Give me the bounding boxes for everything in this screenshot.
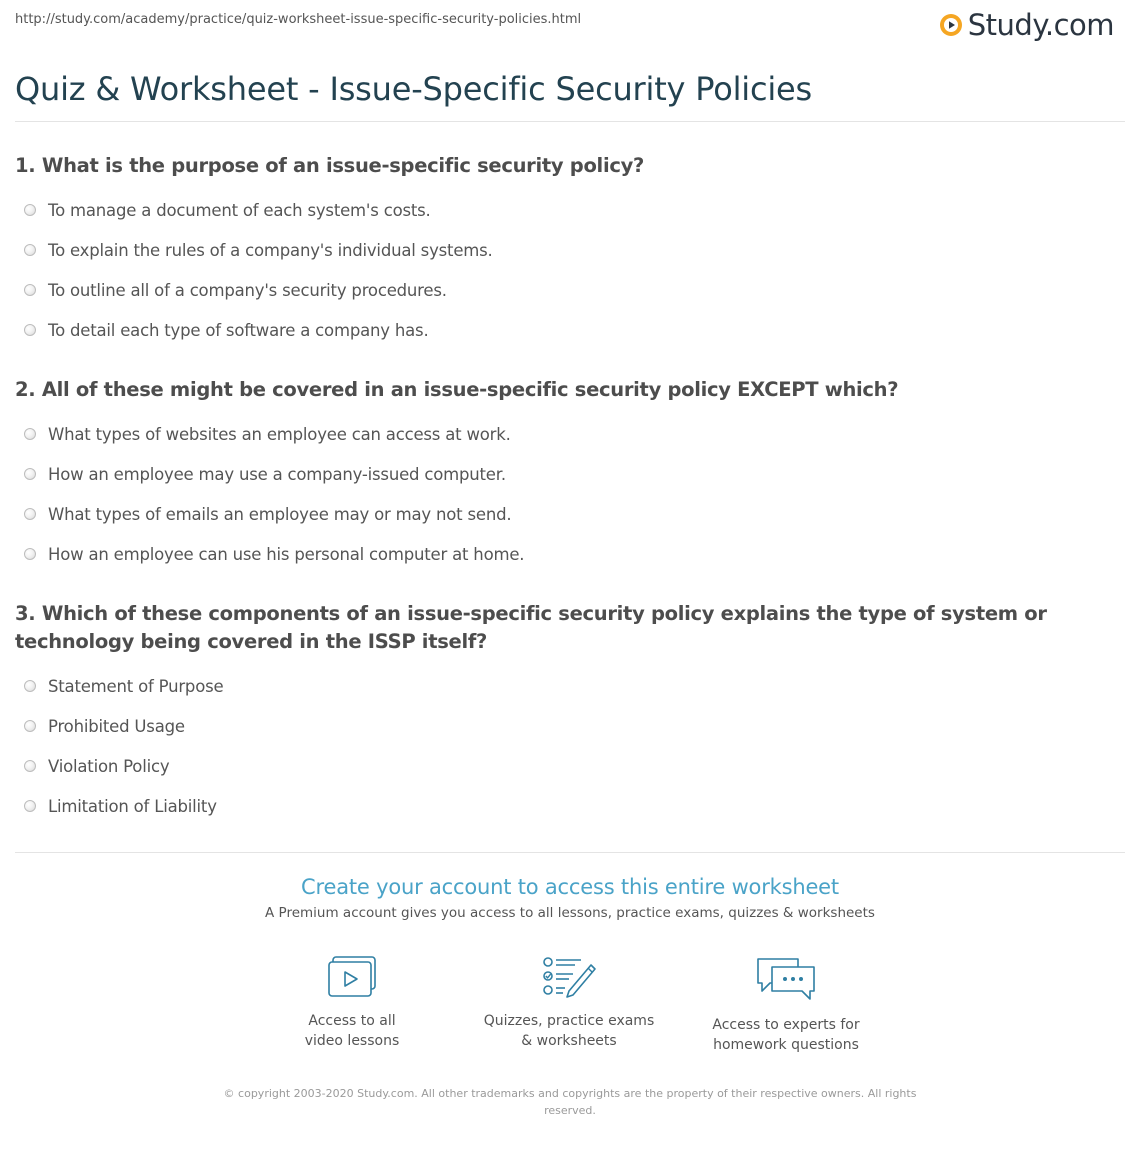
answer-label: To manage a document of each system's costs. bbox=[48, 200, 431, 220]
answer-option[interactable] bbox=[15, 746, 1127, 786]
answer-label: To outline all of a company's security procedures. bbox=[48, 280, 447, 300]
question-3 bbox=[15, 600, 1127, 826]
copyright-notice: © copyright 2003-2020 Study.com. All other trademarks and copyrights are the property of their respective owners. All rights reserved. bbox=[223, 1087, 917, 1117]
question-text: 1. What is the purpose of an issue-specific security policy? bbox=[15, 154, 645, 177]
feature-label: Access to experts for homework questions bbox=[712, 1017, 860, 1053]
answer-label: Prohibited Usage bbox=[48, 716, 185, 736]
radio-icon[interactable] bbox=[24, 468, 36, 480]
answer-options bbox=[15, 190, 1127, 350]
answer-label: Statement of Purpose bbox=[48, 676, 224, 696]
section-divider bbox=[15, 852, 1125, 853]
answer-label: To detail each type of software a company has. bbox=[48, 320, 429, 340]
quiz-checklist-icon bbox=[541, 955, 597, 999]
radio-icon[interactable] bbox=[24, 204, 36, 216]
answer-option[interactable] bbox=[15, 230, 1127, 270]
radio-icon[interactable] bbox=[24, 508, 36, 520]
radio-icon[interactable] bbox=[24, 428, 36, 440]
radio-icon[interactable] bbox=[24, 548, 36, 560]
answer-option[interactable] bbox=[15, 494, 1127, 534]
logo-text: Study.com bbox=[967, 7, 1114, 42]
answer-option[interactable] bbox=[15, 190, 1127, 230]
answer-option[interactable] bbox=[15, 454, 1127, 494]
title-divider bbox=[15, 121, 1125, 122]
answer-label: What types of websites an employee can access at work. bbox=[48, 424, 511, 444]
radio-icon[interactable] bbox=[24, 244, 36, 256]
signup-cta bbox=[0, 875, 1140, 921]
create-account-link[interactable]: Create your account to access this entire worksheet bbox=[301, 875, 839, 899]
answer-label: Violation Policy bbox=[48, 756, 170, 776]
answer-option[interactable] bbox=[15, 666, 1127, 706]
answer-options bbox=[15, 414, 1127, 574]
page-title: Quiz & Worksheet - Issue-Specific Security Policies bbox=[15, 70, 813, 108]
answer-option[interactable] bbox=[15, 310, 1127, 350]
radio-icon[interactable] bbox=[24, 760, 36, 772]
answer-option[interactable] bbox=[15, 270, 1127, 310]
answer-option[interactable] bbox=[15, 534, 1127, 574]
feature-label: Access to all video lessons bbox=[304, 1013, 400, 1049]
answer-option[interactable] bbox=[15, 414, 1127, 454]
study-logo[interactable] bbox=[939, 6, 1114, 44]
radio-icon[interactable] bbox=[24, 680, 36, 692]
answer-option[interactable] bbox=[15, 786, 1127, 826]
feature-video-lessons bbox=[252, 955, 452, 1051]
radio-icon[interactable] bbox=[24, 720, 36, 732]
answer-options bbox=[15, 666, 1127, 826]
question-2 bbox=[15, 376, 1127, 574]
answer-option[interactable] bbox=[15, 706, 1127, 746]
feature-quizzes bbox=[469, 955, 669, 1051]
feature-label: Quizzes, practice exams & worksheets bbox=[483, 1013, 655, 1049]
answer-label: How an employee may use a company-issued computer. bbox=[48, 464, 506, 484]
radio-icon[interactable] bbox=[24, 324, 36, 336]
radio-icon[interactable] bbox=[24, 800, 36, 812]
video-lesson-icon bbox=[326, 955, 378, 999]
play-logo-icon bbox=[939, 13, 963, 37]
answer-label: How an employee can use his personal computer at home. bbox=[48, 544, 525, 564]
answer-label: To explain the rules of a company's individual systems. bbox=[48, 240, 493, 260]
feature-experts bbox=[686, 955, 886, 1055]
page-url: http://study.com/academy/practice/quiz-worksheet-issue-specific-security-policies.html bbox=[15, 12, 582, 27]
question-text: 3. Which of these components of an issue-specific security policy explains the type of system or technology being covered in the ISSP itself? bbox=[15, 602, 1047, 653]
question-1 bbox=[15, 152, 1127, 350]
radio-icon[interactable] bbox=[24, 284, 36, 296]
answer-label: Limitation of Liability bbox=[48, 796, 217, 816]
answer-label: What types of emails an employee may or may not send. bbox=[48, 504, 512, 524]
chat-bubbles-icon bbox=[754, 955, 818, 1003]
cta-subtitle: A Premium account gives you access to all lessons, practice exams, quizzes & worksheets bbox=[265, 905, 875, 921]
question-text: 2. All of these might be covered in an issue-specific security policy EXCEPT which? bbox=[15, 378, 899, 401]
